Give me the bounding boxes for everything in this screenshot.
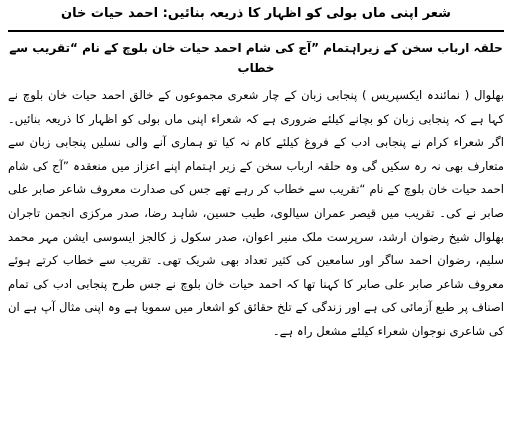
headline-divider [8,30,504,32]
article-body: بھلوال ( نمائندہ ایکسپریس ) پنجابی زبان کے چار شعری مجموعوں کے خالق احمد حیات خان بلوچ نے کہا ہے کہ پنجابی زبان کو بچانے کیلئے ضروری ہے کہ شعراء اپنی ماں بولی کو اظہار کا ذریعہ بنائیں۔ اگر شعراء کرام نے پنجابی ادب کے فروغ کیلئے کام نہ کیا تو ہماری آنے والی نسلیں پنجابی زبان سے متعارف بھی نہ رہ سکیں گی وہ حلقہ ارباب سخن کے زیر اہتمام اپنے اعزاز میں منعقدہ ”آج کی شام احمد حیات خان بلوچ کے نام “تقریب سے خطاب کر رہے تھے جس کی صدارت معروف شاعر صابر علی صابر نے کی۔ تقریب میں قیصر عمران سیالوی، طیب حسین، شاہد رضا، صدر مرکزی انجمن تاجران بھلوال شیخ رضوان ارشد، سرپرست ملک منیر اعوان، صدر سکول ز کالجز ایسوسی ایشن مہر محمد سلیم، رضوان احمد ساگر اور سامعین کی کثیر تعداد بھی شریک تھی۔ تقریب سے خطاب کرتے ہوئے معروف شاعر صابر علی صابر کا کہنا تھا کہ احمد حیات خان بلوچ نے جس طرح پنجابی ادب کی تمام اصناف پر طبع آزمائی کی ہے اور زندگی کے تلخ حقائق کو اشعار میں سمویا ہے وہ اپنی مثال آپ ہے ان کی شاعری نوجوان شعراء کیلئے مشعل راہ ہے۔ [8,88,504,338]
headline: شعر اپنی ماں بولی کو اظہار کا ذریعہ بنائیں: احمد حیات خان [61,6,451,21]
subheadline: حلقہ ارباب سخن کے زیراہتمام ”آج کی شام احمد حیات خان بلوچ کے نام “تقریب سے خطاب [9,41,503,75]
